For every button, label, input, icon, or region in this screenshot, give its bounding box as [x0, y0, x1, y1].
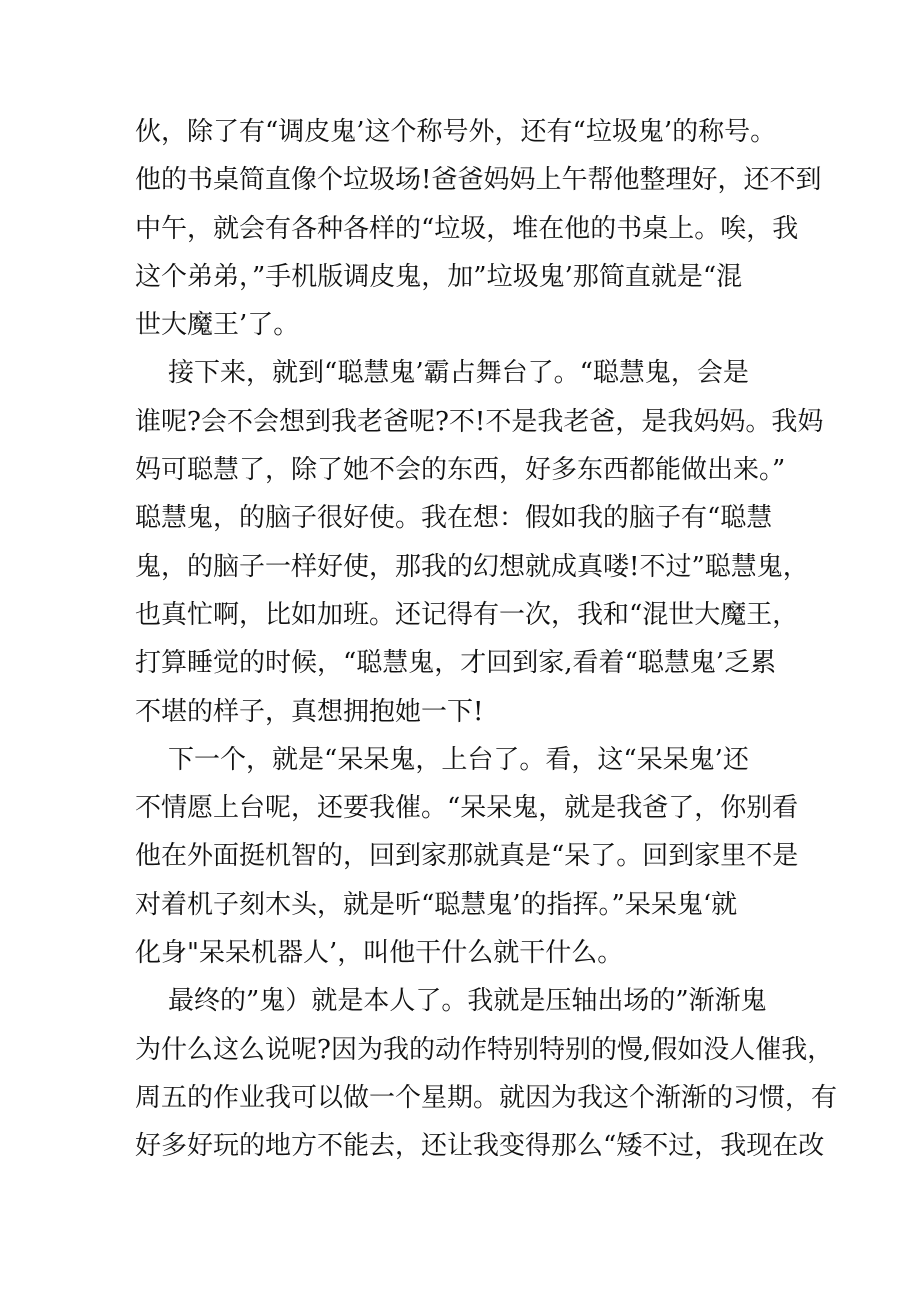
text-line: 下一个，就是“呆呆鬼，上台了。看，这“呆呆鬼’还 — [135, 744, 749, 775]
body-text — [135, 108, 838, 1171]
text-line: 聪慧鬼，的脑子很好使。我在想：假如我的脑子有“聪慧 — [135, 503, 773, 534]
text-line: 他的书桌简直像个垃圾场!爸爸妈妈上午帮他整理好，还不到 — [135, 165, 822, 196]
text-line: 为什么这么说呢?因为我的动作特别特别的慢,假如没人催我， — [135, 1034, 834, 1065]
text-line: 妈可聪慧了，除了她不会的东西，好多东西都能做出来。” — [135, 455, 786, 486]
text-line: 世大魔王’了。 — [135, 310, 300, 341]
text-line: 打算睡觉的时候，“聪慧鬼，才回到家,看着“聪慧鬼’乏累 — [135, 648, 777, 679]
text-line: 也真忙啊，比如加班。还记得有一次，我和“混世大魔王， — [135, 599, 799, 630]
text-line: 这个弟弟，”手机版调皮鬼，加”垃圾鬼’那简直就是“混 — [135, 261, 743, 292]
text-line: 化身"呆呆机器人’，叫他干什么就干什么。 — [135, 938, 624, 969]
text-line: 好多好玩的地方不能去，还让我变得那么“矮不过，我现在改 — [135, 1131, 825, 1162]
text-line: 对着机子刻木头，就是听“聪慧鬼’的指挥。”呆呆鬼‘就 — [135, 889, 738, 920]
text-line: 他在外面挺机智的，回到家那就真是“呆了。回到家里不是 — [135, 841, 799, 872]
text-line: 谁呢?会不会想到我老爸呢?不!不是我老爸，是我妈妈。我妈 — [135, 406, 824, 437]
text-line: 不堪的样子，真想拥抱她一下! — [135, 696, 484, 727]
text-line: 周五的作业我可以做一个星期。就因为我这个渐渐的习惯，有 — [135, 1082, 838, 1113]
text-line: 中午，就会有各种各样的“垃圾，堆在他的书桌上。唉，我 — [135, 213, 799, 244]
text-line: 不情愿上台呢，还要我催。“呆呆鬼，就是我爸了，你别看 — [135, 793, 799, 824]
text-line: 鬼，的脑子一样好使，那我的幻想就成真喽!不过”聪慧鬼， — [135, 551, 809, 582]
text-line: 伙，除了有“调皮鬼’这个称号外，还有“垃圾鬼’的称号。 — [135, 117, 777, 147]
text-line: 接下来，就到“聪慧鬼’霸占舞台了。“聪慧鬼，会是 — [135, 358, 749, 389]
text-line: 最终的”鬼）就是本人了。我就是压轴出场的”渐渐鬼 — [135, 986, 767, 1017]
